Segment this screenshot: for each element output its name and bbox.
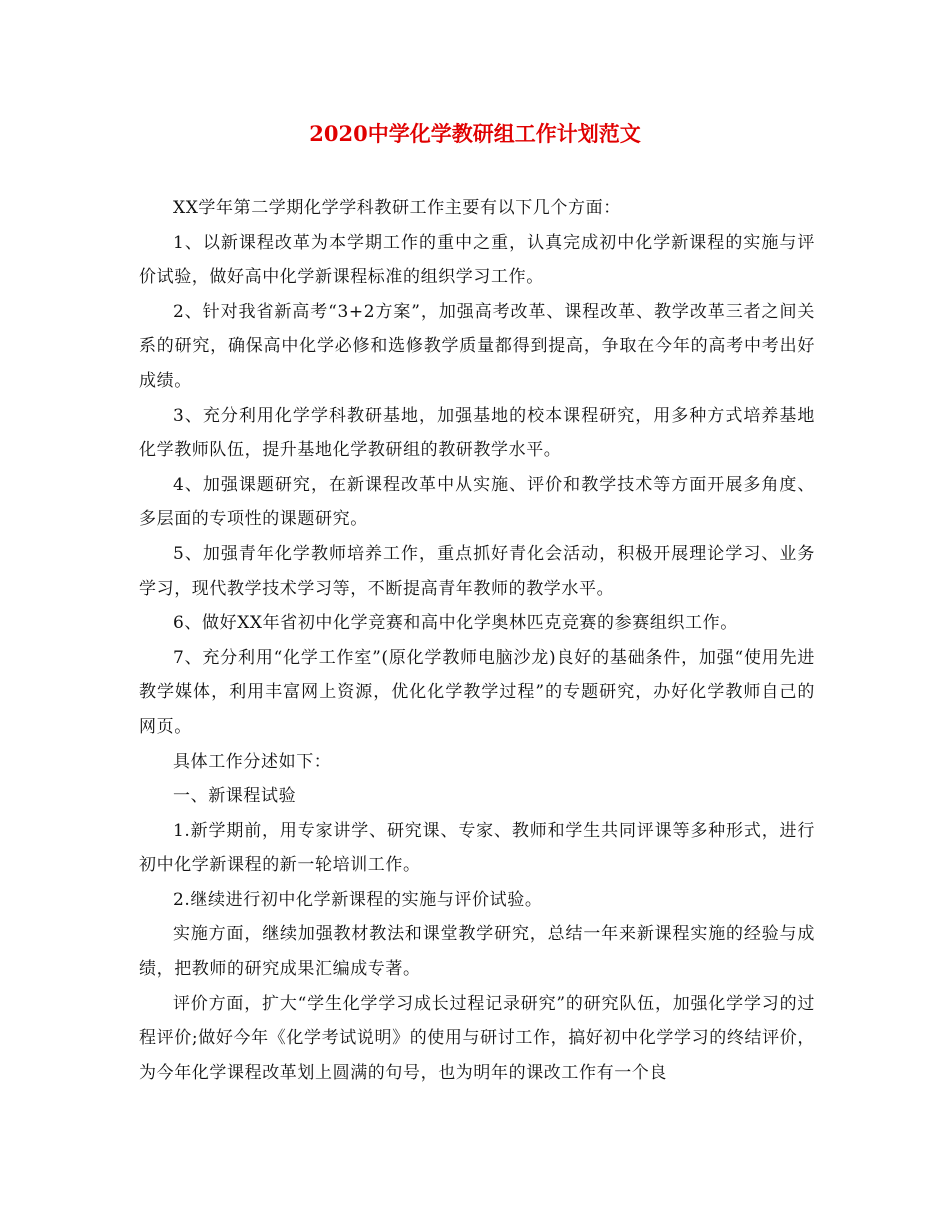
paragraph-item-4: 4、加强课题研究，在新课程改革中从实施、评价和教学技术等方面开展多角度、多层面的专项性的课题研究。	[139, 474, 815, 530]
paragraph-item-7: 7、充分利用“化学工作室”(原化学教师电脑沙龙)良好的基础条件，加强“使用先进教学媒体，利用丰富网上资源，优化化学教学过程”的专题研究，办好化学教师自己的网页。	[139, 647, 815, 737]
paragraph-implementation: 实施方面，继续加强教材教法和课堂教学研究，总结一年来新课程实施的经验与成绩，把教师的研究成果汇编成专著。	[139, 924, 815, 980]
paragraph-details-intro: 具体工作分述如下：	[173, 751, 332, 772]
document-title: 2020中学化学教研组工作计划范文	[309, 121, 641, 146]
paragraph-item-3: 3、充分利用化学学科教研基地，加强基地的校本课程研究，用多种方式培养基地化学教师队伍，提升基地化学教研组的教研教学水平。	[139, 405, 815, 461]
paragraph-sub-1: 1.新学期前，用专家讲学、研究课、专家、教师和学生共同评课等多种形式，进行初中化学新课程的新一轮培训工作。	[139, 820, 815, 876]
paragraph-sub-2: 2.继续进行初中化学新课程的实施与评价试验。	[173, 889, 543, 910]
paragraph-item-1: 1、以新课程改革为本学期工作的重中之重，认真完成初中化学新课程的实施与评价试验，做好高中化学新课程标准的组织学习工作。	[139, 232, 815, 288]
paragraph-intro: XX学年第二学期化学学科教研工作主要有以下几个方面：	[173, 198, 621, 218]
section-heading-new-curriculum: 一、新课程试验	[173, 786, 297, 807]
paragraph-item-5: 5、加强青年化学教师培养工作，重点抓好青化会活动，积极开展理论学习、业务学习，现代教学技术学习等，不断提高青年教师的教学水平。	[139, 543, 815, 599]
paragraph-evaluation: 评价方面，扩大“学生化学学习成长过程记录研究”的研究队伍，加强化学学习的过程评价;做好今年《化学考试说明》的使用与研讨工作，搞好初中化学学习的终结评价，为今年化学课程改革划上圆满的句号，也为明年的课改工作有一个良	[139, 993, 815, 1083]
paragraph-item-2: 2、针对我省新高考“3+2方案”，加强高考改革、课程改革、教学改革三者之间关系的研究，确保高中化学必修和选修教学质量都得到提高，争取在今年的高考中考出好成绩。	[139, 301, 815, 391]
document-body	[139, 191, 815, 1090]
paragraph-item-6: 6、做好XX年省初中化学竞赛和高中化学奥林匹克竞赛的参赛组织工作。	[173, 613, 738, 634]
